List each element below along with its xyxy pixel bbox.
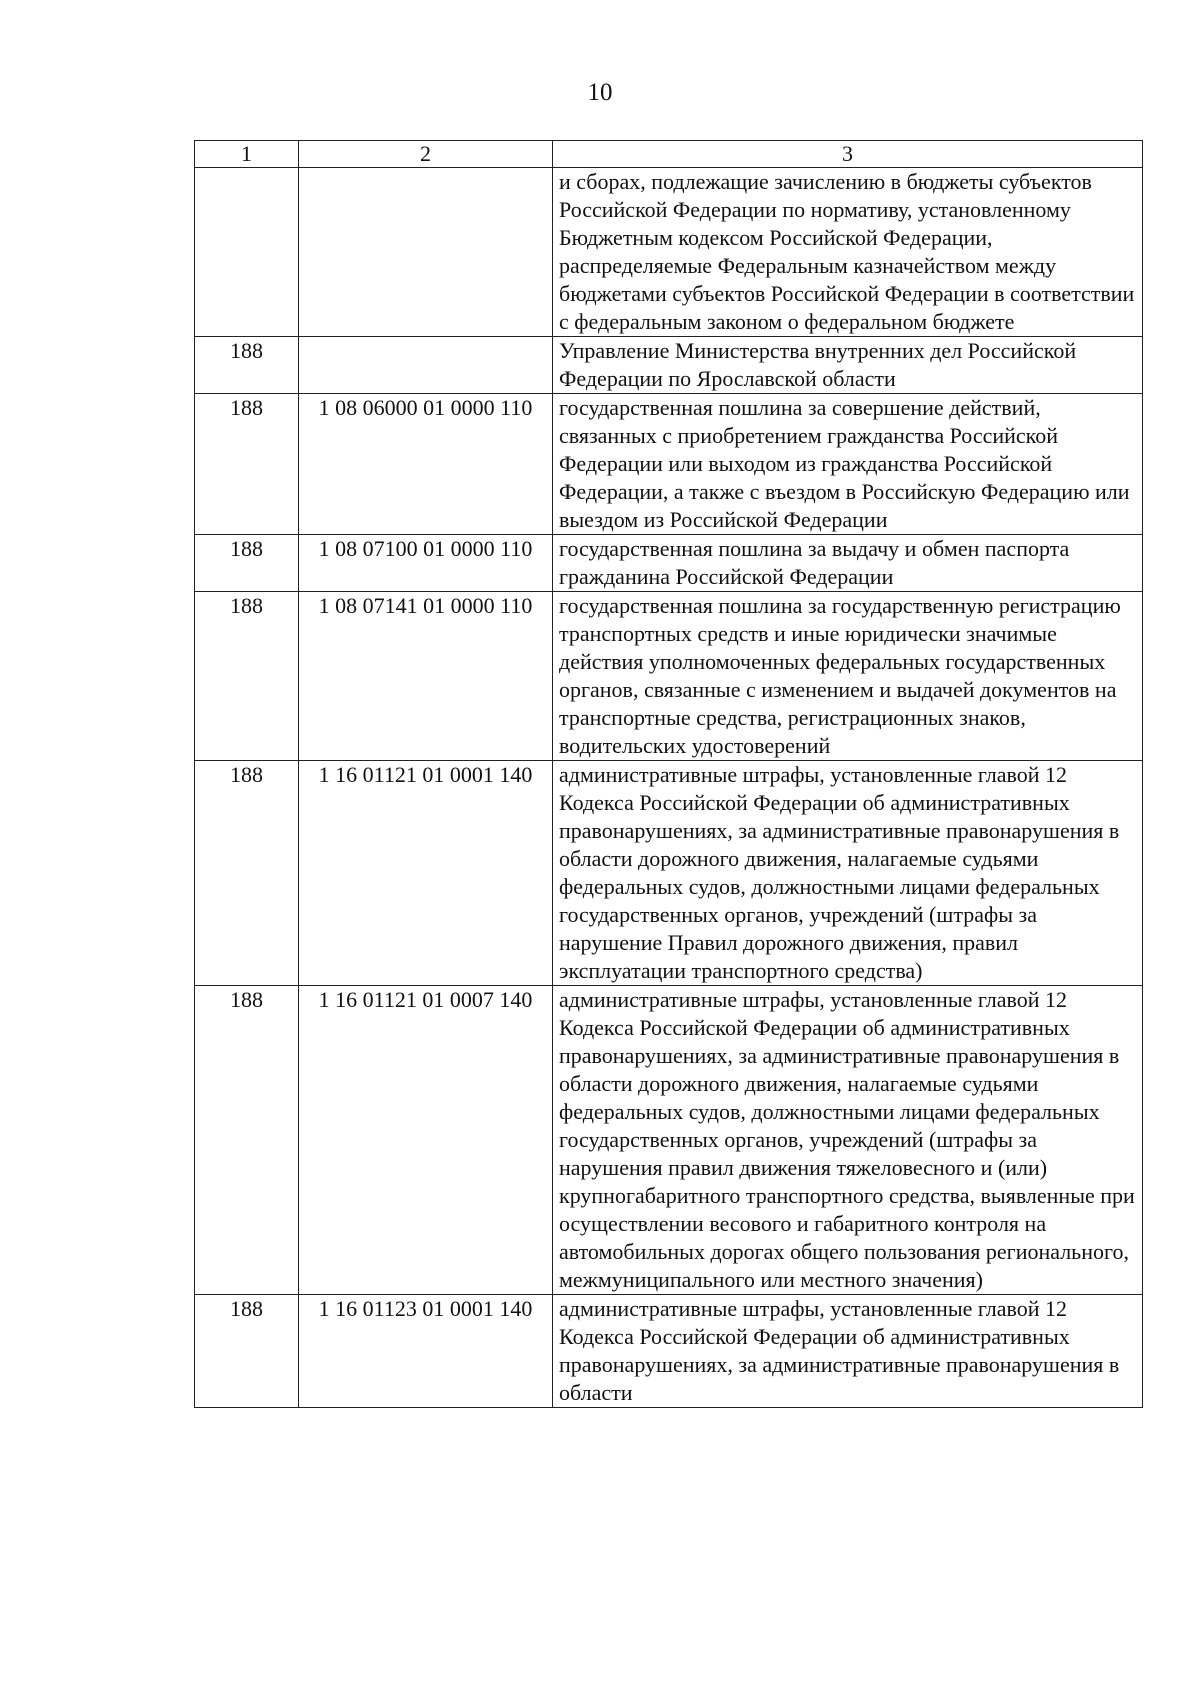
table-row (195, 1295, 1143, 1408)
description-cell: административные штрафы, установленные главой 12 Кодекса Российской Федерации об административных правонарушениях, за административные правонарушения в области дорожного движения, налагаемые судьями федеральных судов, должностными лицами федеральных государственных органов, учреждений (штрафы за нарушение Правил дорожного движения, правил эксплуатации транспортного средства) (553, 761, 1143, 986)
description-cell: и сборах, подлежащие зачислению в бюджеты субъектов Российской Федерации по нормативу, установленному Бюджетным кодексом Российской Федерации, распределяемые Федеральным казначейством между бюджетами субъектов Российской Федерации в соответствии с федеральным законом о федеральном бюджете (553, 168, 1143, 337)
chapter-code-cell: 188 (195, 592, 299, 761)
revenue-code-cell: 1 16 01123 01 0001 140 (299, 1295, 553, 1408)
description-cell: административные штрафы, установленные главой 12 Кодекса Российской Федерации об административных правонарушениях, за административные правонарушения в области (553, 1295, 1143, 1408)
table-row (195, 592, 1143, 761)
chapter-code-cell: 188 (195, 394, 299, 535)
table-row (195, 337, 1143, 394)
revenue-code-cell: 1 16 01121 01 0007 140 (299, 986, 553, 1295)
table-row (195, 394, 1143, 535)
column-header-2: 2 (299, 141, 553, 168)
table-row (195, 986, 1143, 1295)
description-cell: государственная пошлина за совершение действий, связанных с приобретением гражданства Российской Федерации или выходом из гражданства Российской Федерации, а также с въездом в Российскую Федерацию или выездом из Российской Федерации (553, 394, 1143, 535)
chapter-code-cell: 188 (195, 535, 299, 592)
revenue-code-cell: 1 16 01121 01 0001 140 (299, 761, 553, 986)
revenue-code-cell: 1 08 07100 01 0000 110 (299, 535, 553, 592)
chapter-code-cell: 188 (195, 337, 299, 394)
table-header-row (195, 141, 1143, 168)
page-number: 10 (587, 79, 613, 106)
table-row (195, 761, 1143, 986)
revenue-code-cell (299, 168, 553, 337)
chapter-code-cell: 188 (195, 1295, 299, 1408)
revenue-codes-table (194, 140, 1143, 1408)
description-cell: административные штрафы, установленные главой 12 Кодекса Российской Федерации об административных правонарушениях, за административные правонарушения в области дорожного движения, налагаемые судьями федеральных судов, должностными лицами федеральных государственных органов, учреждений (штрафы за нарушения правил движения тяжеловесного и (или) крупногабаритного транспортного средства, выявленные при осуществлении весового и габаритного контроля на автомобильных дорогах общего пользования регионального, межмуниципального или местного значения) (553, 986, 1143, 1295)
revenue-code-cell: 1 08 07141 01 0000 110 (299, 592, 553, 761)
table-row (195, 535, 1143, 592)
table-row (195, 168, 1143, 337)
revenue-code-cell: 1 08 06000 01 0000 110 (299, 394, 553, 535)
description-cell: Управление Министерства внутренних дел Российской Федерации по Ярославской области (553, 337, 1143, 394)
revenue-code-cell (299, 337, 553, 394)
chapter-code-cell (195, 168, 299, 337)
description-cell: государственная пошлина за выдачу и обмен паспорта гражданина Российской Федерации (553, 535, 1143, 592)
description-cell: государственная пошлина за государственную регистрацию транспортных средств и иные юридически значимые действия уполномоченных федеральных государственных органов, связанные с изменением и выдачей документов на транспортные средства, регистрационных знаков, водительских удостоверений (553, 592, 1143, 761)
column-header-3: 3 (553, 141, 1143, 168)
chapter-code-cell: 188 (195, 761, 299, 986)
column-header-1: 1 (195, 141, 299, 168)
chapter-code-cell: 188 (195, 986, 299, 1295)
